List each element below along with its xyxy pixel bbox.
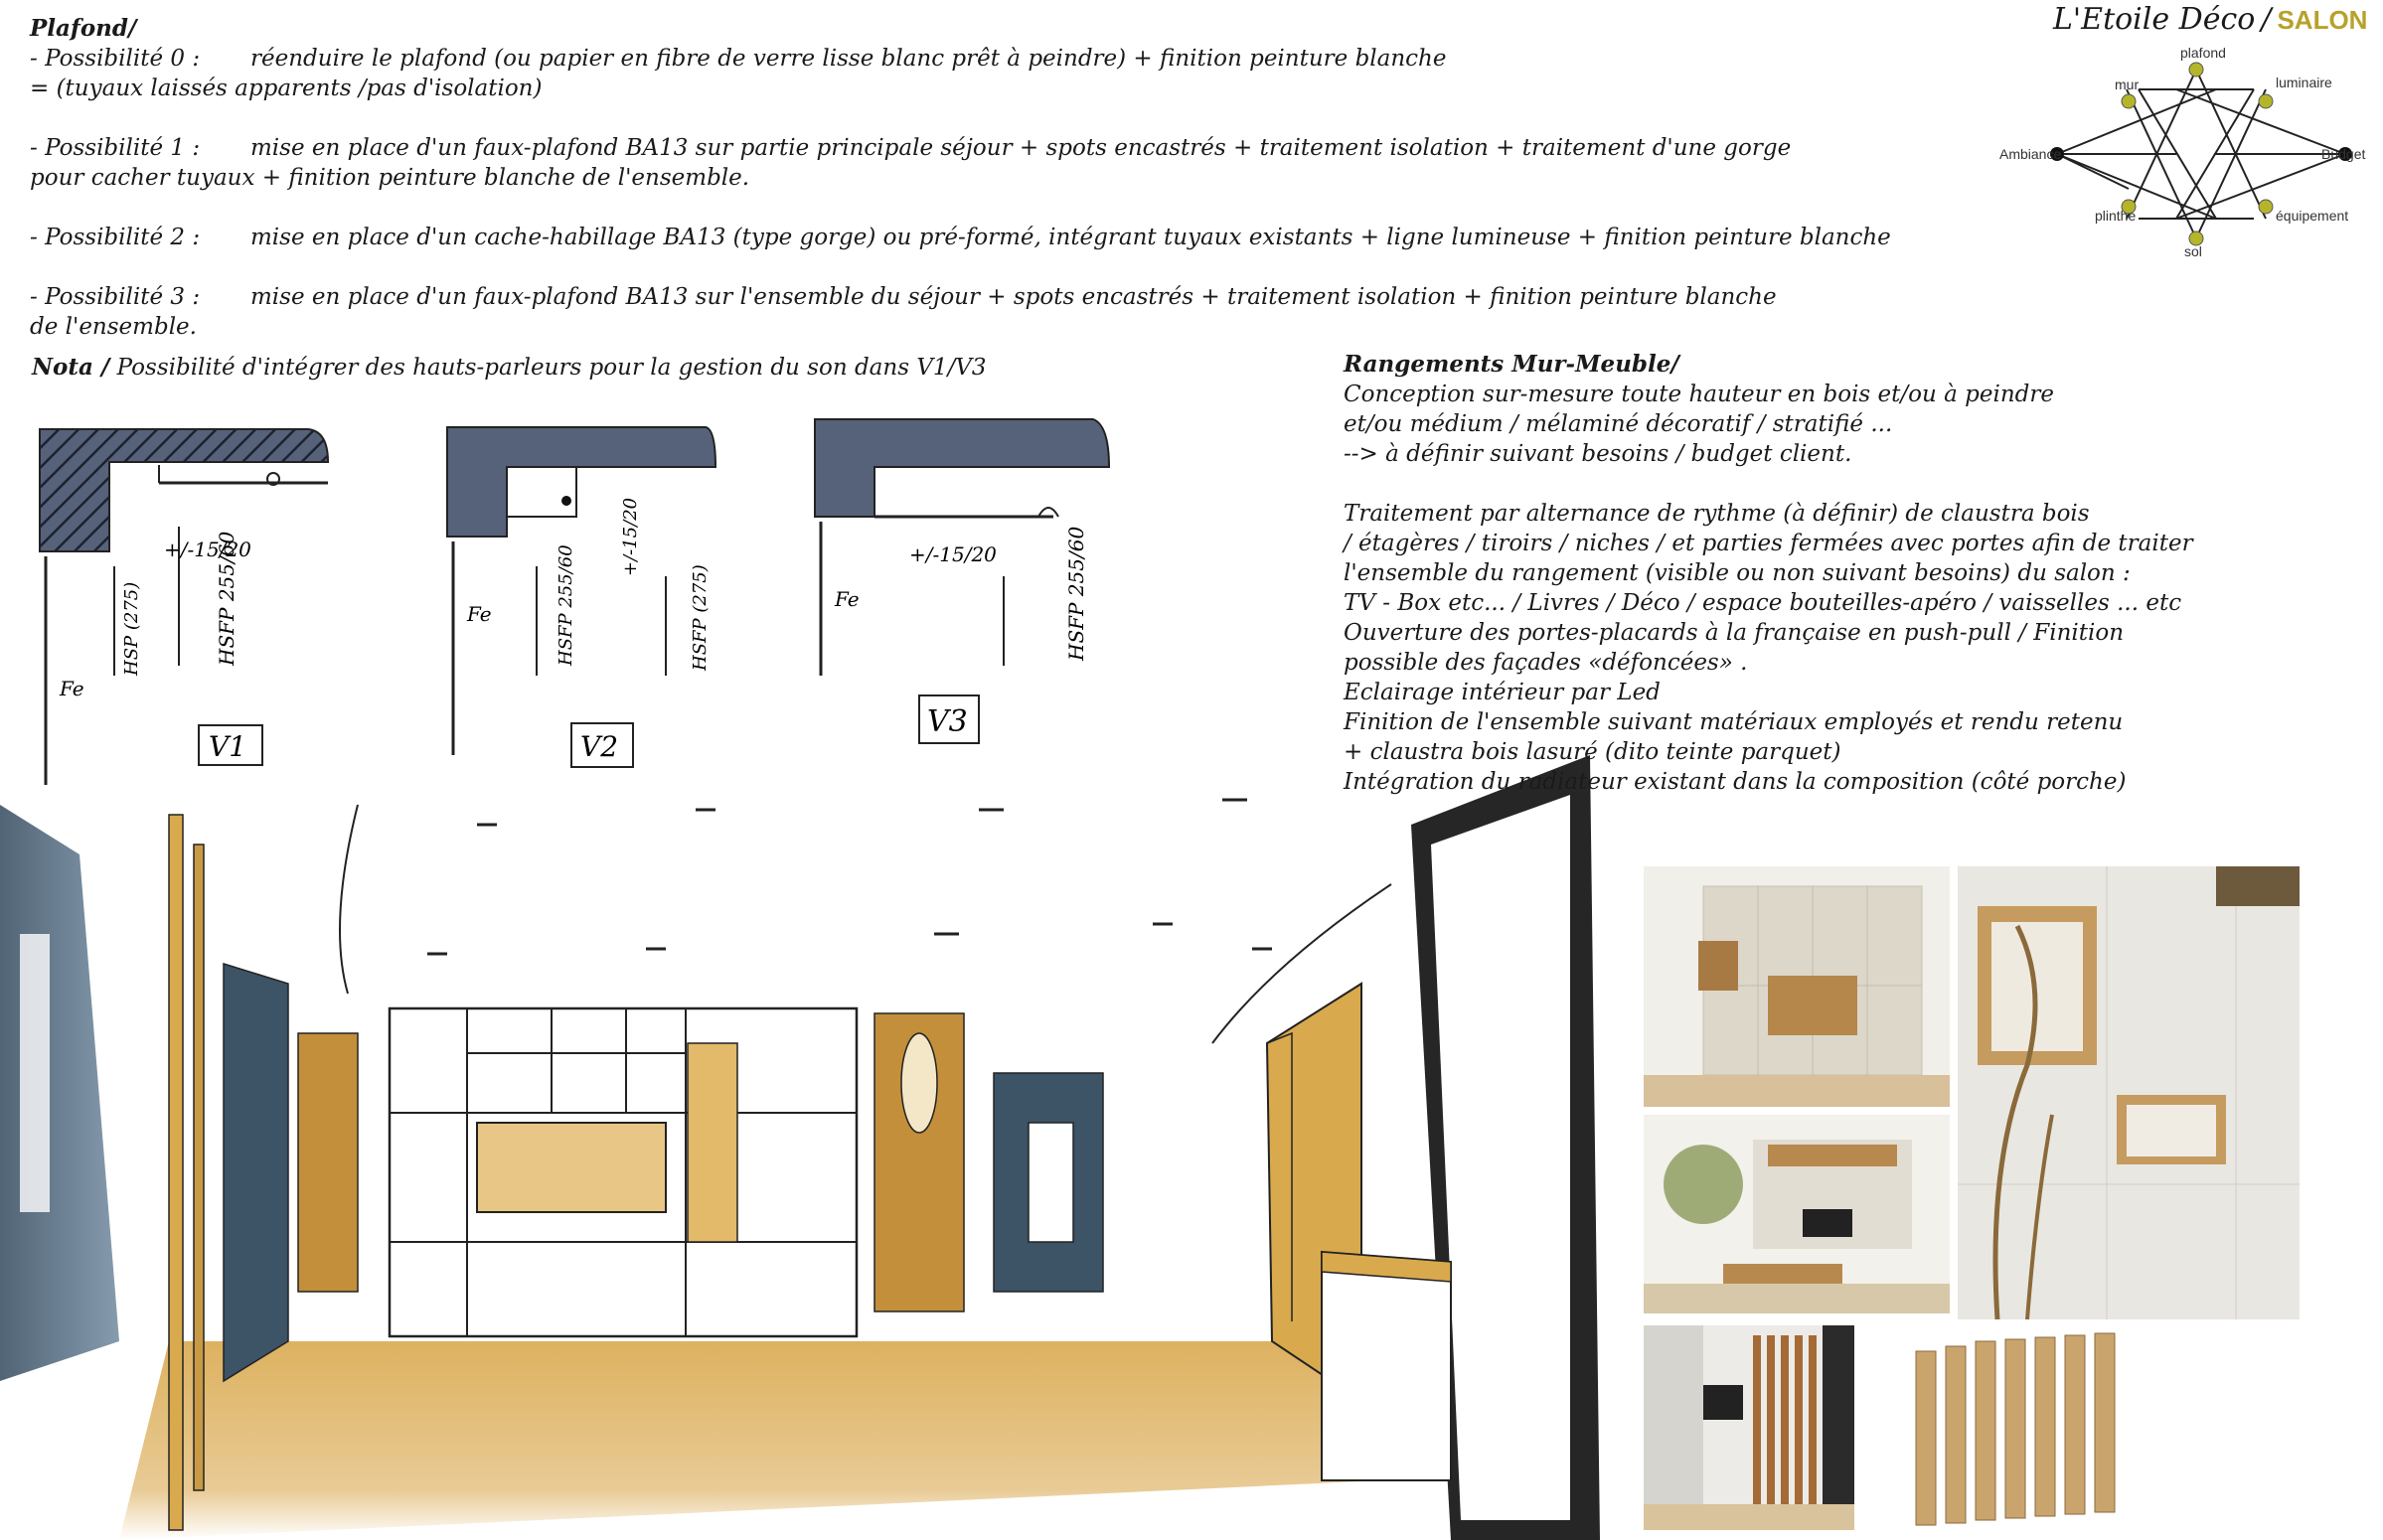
- star-label-left: Ambiance: [1999, 146, 2062, 162]
- star-label-bottom-right: équipement: [2276, 208, 2349, 224]
- nota-label: Nota /: [32, 354, 110, 381]
- rangements-line: / étagères / tiroirs / niches / et parties fermées avec portes afin de traiter: [1344, 531, 2193, 556]
- node-equipement: [2259, 200, 2273, 214]
- note: Fe: [60, 677, 84, 700]
- sketch-v3: [795, 407, 1153, 775]
- note: +/-15/20: [620, 497, 641, 576]
- option-text-cont: = (tuyaux laissés apparents /pas d'isolation): [30, 76, 543, 101]
- sketch-v1: [30, 417, 368, 785]
- option-3: [30, 282, 2097, 312]
- node-luminaire: [2259, 94, 2273, 108]
- option-0: [30, 44, 2097, 74]
- reference-photo-1: [1644, 866, 1950, 1107]
- node-mur: [2122, 94, 2136, 108]
- star-label-bottom-left: plinthe: [2095, 208, 2137, 224]
- star-label-bottom: sol: [2184, 243, 2202, 259]
- star-label-top: plafond: [2180, 45, 2226, 61]
- section-name: SALON: [2277, 5, 2368, 35]
- reference-photo-3: [1644, 1115, 1950, 1313]
- note: HSFP 255/60: [556, 544, 576, 666]
- rangements-line: l'ensemble du rangement (visible ou non suivant besoins) du salon :: [1344, 560, 2131, 586]
- note: Fe: [835, 587, 860, 611]
- option-label: - Possibilité 0 :: [30, 46, 201, 72]
- option-label: - Possibilité 2 :: [30, 225, 201, 250]
- rangements-section: [1344, 350, 2337, 797]
- star-diagram: [1999, 40, 2366, 259]
- rangements-line: Traitement par alternance de rythme (à définir) de claustra bois: [1344, 501, 2090, 527]
- plafond-heading: Plafond/: [30, 15, 137, 42]
- sketch-label-v2: V2: [580, 730, 619, 763]
- rangements-line: Eclairage intérieur par Led: [1344, 680, 1661, 705]
- option-text: mise en place d'un faux-plafond BA13 sur l'ensemble du séjour + spots encastrés + traitement isolation + finition peinture blanche: [250, 284, 1777, 310]
- brand-separator: /: [2261, 2, 2272, 37]
- rangements-line: Finition de l'ensemble suivant matériaux employés et rendu retenu: [1344, 709, 2124, 735]
- note: Fe: [467, 602, 492, 626]
- rangements-spacer: [1344, 469, 2337, 499]
- note: +/-15/20: [909, 542, 997, 566]
- sketch-label-v3: V3: [927, 704, 968, 739]
- reference-photo-4: [1644, 1325, 1854, 1530]
- claustra-slats-image: [1908, 1331, 2127, 1530]
- rangements-line: TV - Box etc... / Livres / Déco / espace bouteilles-apéro / vaisselles ... etc: [1344, 590, 2182, 616]
- sketch-v2: [437, 417, 735, 785]
- rangements-line: Conception sur-mesure toute hauteur en bois et/ou à peindre: [1344, 382, 2054, 407]
- sketch-label-v1: V1: [209, 730, 247, 763]
- rangements-line: + claustra bois lasuré (dito teinte parquet): [1344, 739, 1841, 765]
- option-2: [30, 223, 2097, 252]
- reference-photo-2: [1958, 866, 2300, 1319]
- rangements-line: Ouverture des portes-placards à la française en push-pull / Finition: [1344, 620, 2125, 646]
- option-text: mise en place d'un faux-plafond BA13 sur partie principale séjour + spots encastrés + traitement isolation + traitement d'une gorge: [250, 135, 1792, 161]
- nota-text: Possibilité d'intégrer des hauts-parleurs pour la gestion du son dans V1/V3: [116, 355, 987, 381]
- option-label: - Possibilité 1 :: [30, 135, 201, 161]
- star-label-right: Budget: [2321, 146, 2366, 162]
- perspective-sketch: [0, 785, 1610, 1540]
- rangements-line: et/ou médium / mélaminé décoratif / stratifié ...: [1344, 411, 1893, 437]
- rangements-line: Intégration du radiateur existant dans la composition (côté porche): [1344, 769, 2127, 795]
- nota: [32, 354, 987, 381]
- node-plafond: [2189, 63, 2203, 77]
- rangements-heading: Rangements Mur-Meuble/: [1344, 351, 1679, 378]
- brand-name: L'Etoile Déco: [2053, 2, 2256, 37]
- note: HSFP 255/60: [1064, 526, 1088, 661]
- option-1: [30, 133, 2097, 163]
- rangements-line: possible des façades «défoncées» .: [1344, 650, 1748, 676]
- option-label: - Possibilité 3 :: [30, 284, 201, 310]
- option-text-cont: de l'ensemble.: [30, 314, 197, 340]
- star-label-top-left: mur: [2115, 77, 2140, 92]
- option-text-cont: pour cacher tuyaux + finition peinture blanche de l'ensemble.: [30, 165, 750, 191]
- option-text: réenduire le plafond (ou papier en fibre de verre lisse blanc prêt à peindre) + finition peinture blanche: [250, 46, 1447, 72]
- note: HSFP (275): [690, 564, 711, 671]
- note: +/-15/20: [164, 538, 251, 561]
- plafond-section: [30, 14, 2097, 342]
- brand: [2053, 2, 2367, 37]
- note: HSFP 255/60: [215, 531, 238, 666]
- note: HSP (275): [121, 581, 142, 676]
- rangements-line: --> à définir suivant besoins / budget client.: [1344, 441, 1852, 467]
- star-label-top-right: luminaire: [2276, 75, 2332, 90]
- option-text: mise en place d'un cache-habillage BA13 (type gorge) ou pré-formé, intégrant tuyaux existants + ligne lumineuse + finition peinture blanche: [250, 225, 1891, 250]
